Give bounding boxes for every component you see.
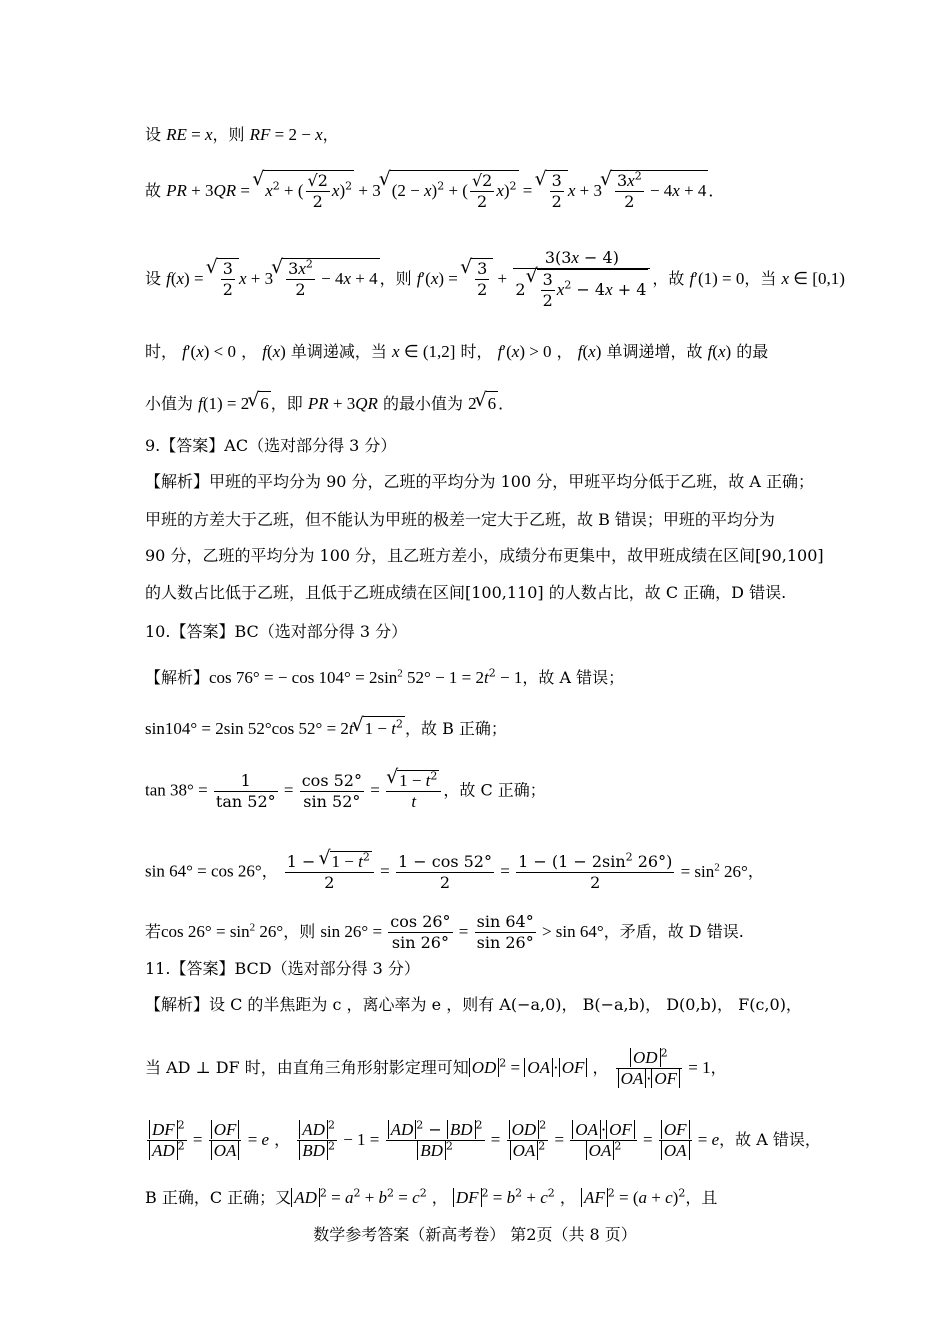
q11-analysis-4: B 正确，C 正确；又 AD $^2 = a^2 + b^2 = c^2$ ， DF $^2 = b^2 + c^2$ ， AF $^2 = (a + c)^2$，且 xyxy=(145,1186,718,1207)
q10-analysis-2: sin104° = 2sin 52°cos 52° = 2t√ $1 - t^2$ ，故 B 正确； xyxy=(145,716,810,741)
text-line-5: 小值为 f(1) = 2√ 6 ，即 PR + 3QR 的最小值为 2√ 6 ． xyxy=(145,391,810,416)
q10-analysis-5: 若$\cos 26^\circ = \sin^2 26^\circ$，则 sin 26° = $\frac{\cos 26^\circ}{\sin 26^\circ}$ = $\frac{\sin 64^\circ}{\sin 26^\circ}$ > sin 64°，矛盾，故 D 错误. xyxy=(145,912,744,952)
q9-answer: 9.【答案】AC（选对部分得 3 分） xyxy=(145,436,397,455)
text-line-1: 设 RE = x，则 RF = 2 − x， xyxy=(145,125,339,144)
q10-answer: 10.【答案】BC（选对部分得 3 分） xyxy=(145,622,408,641)
q10-analysis-3: tan 38° = $\frac{1}{\tan 52^\circ}$ = $\frac{\cos 52^\circ}{\sin 52^\circ}$ = √ $\frac{1 - t^2}{t}$ ，故 C 正确； xyxy=(145,770,810,812)
q9-analysis-4: 的人数占比低于乙班，且低于乙班成绩在区间[100,110] 的人数占比，故 C 正确，D 错误. xyxy=(145,583,787,602)
q11-answer: 11.【答案】BCD（选对部分得 3 分） xyxy=(145,959,420,978)
q11-analysis-2: 当 AD ⊥ DF 时，由直角三角形射影定理可知 OD $^2$ = OA · OF ， $\frac{OD ^2}{OA \cdot OF}$ = 1， xyxy=(145,1046,727,1088)
text-line-4: 时， f′(x) < 0 ， f(x) 单调递减，当 x ∈ (1,2] 时， f′(x) > 0 ， f(x) 单调递增，故 f(x) 的最 xyxy=(145,342,769,361)
q9-analysis-3: 90 分，乙班的平均分为 100 分，且乙班方差小，成绩分布更集中，故甲班成绩在区间[90,100] xyxy=(145,546,824,565)
q11-analysis-3: $\frac{DF ^2}{AD ^2}$ = $\frac{OF}{OA}$ = e ， $\frac{AD ^2}{BD ^2}$ − 1 = $\frac{AD ^2 - BD ^2}{BD ^2}$ = $\frac{OD ^2}{OA ^2}$ = $\frac{OA \cdot OF}{OA ^2}$ = $\frac{OF}{OA}$ = e，故 A 错误， xyxy=(145,1120,810,1161)
q10-analysis-1: 【解析】cos 76° = − $\cos 104^\circ = 2\sin^2$ $52^\circ - 1 = 2t^2 - 1$，故 A 错误； xyxy=(145,666,625,687)
page-footer: 数学参考答案（新高考卷） 第2页（共 8 页） xyxy=(313,1225,637,1244)
q10-analysis-4: sin 64° = cos 26°， $\frac{1 - √ 1 - t^2}{2}$ = $\frac{1 - \cos 52^\circ}{2}$ = $\frac{1 - (1 - 2\sin^2 26^\circ)}{2}$ = $\sin^2 26^\circ$， xyxy=(145,851,810,893)
text-line-2: 故 PR + 3QR = √ $x^2$ + ( $\frac{√2}{2}$ x)$^2$ + 3√ $(2 - x)^2$ + ( $\frac{√2}{2}$ x)$^2$ = √ $\frac{3}{2}$ x + 3 √ $\frac{3x^2}{2}$ − 4x + 4 ． xyxy=(145,170,810,212)
q9-analysis-1: 【解析】甲班的平均分为 90 分，乙班的平均分为 100 分，甲班平均分低于乙班，故 A 正确； xyxy=(145,472,814,491)
q11-analysis-1: 【解析】设 C 的半焦距为 c ，离心率为 e ，则有 A(−a,0)， B(−a,b)， D(0,b)， F(c,0)， xyxy=(145,995,802,1014)
q9-analysis-2: 甲班的方差大于乙班，但不能认为甲班的极差一定大于乙班，故 B 错误；甲班的平均分为 xyxy=(145,510,775,529)
text-line-3: 设 f(x) = √ $\frac{3}{2}$ x + 3 √ $\frac{3x^2}{2}$ − 4x + 4 ，则 f′(x) = √ $\frac{3}{2}$ + 3(3x − 4) 2 √ $\frac{3}{2}$ $x^2 - 4x + 4$ ，故 f′(1) = 0，当 x ∈ [0,1) xyxy=(145,248,810,311)
